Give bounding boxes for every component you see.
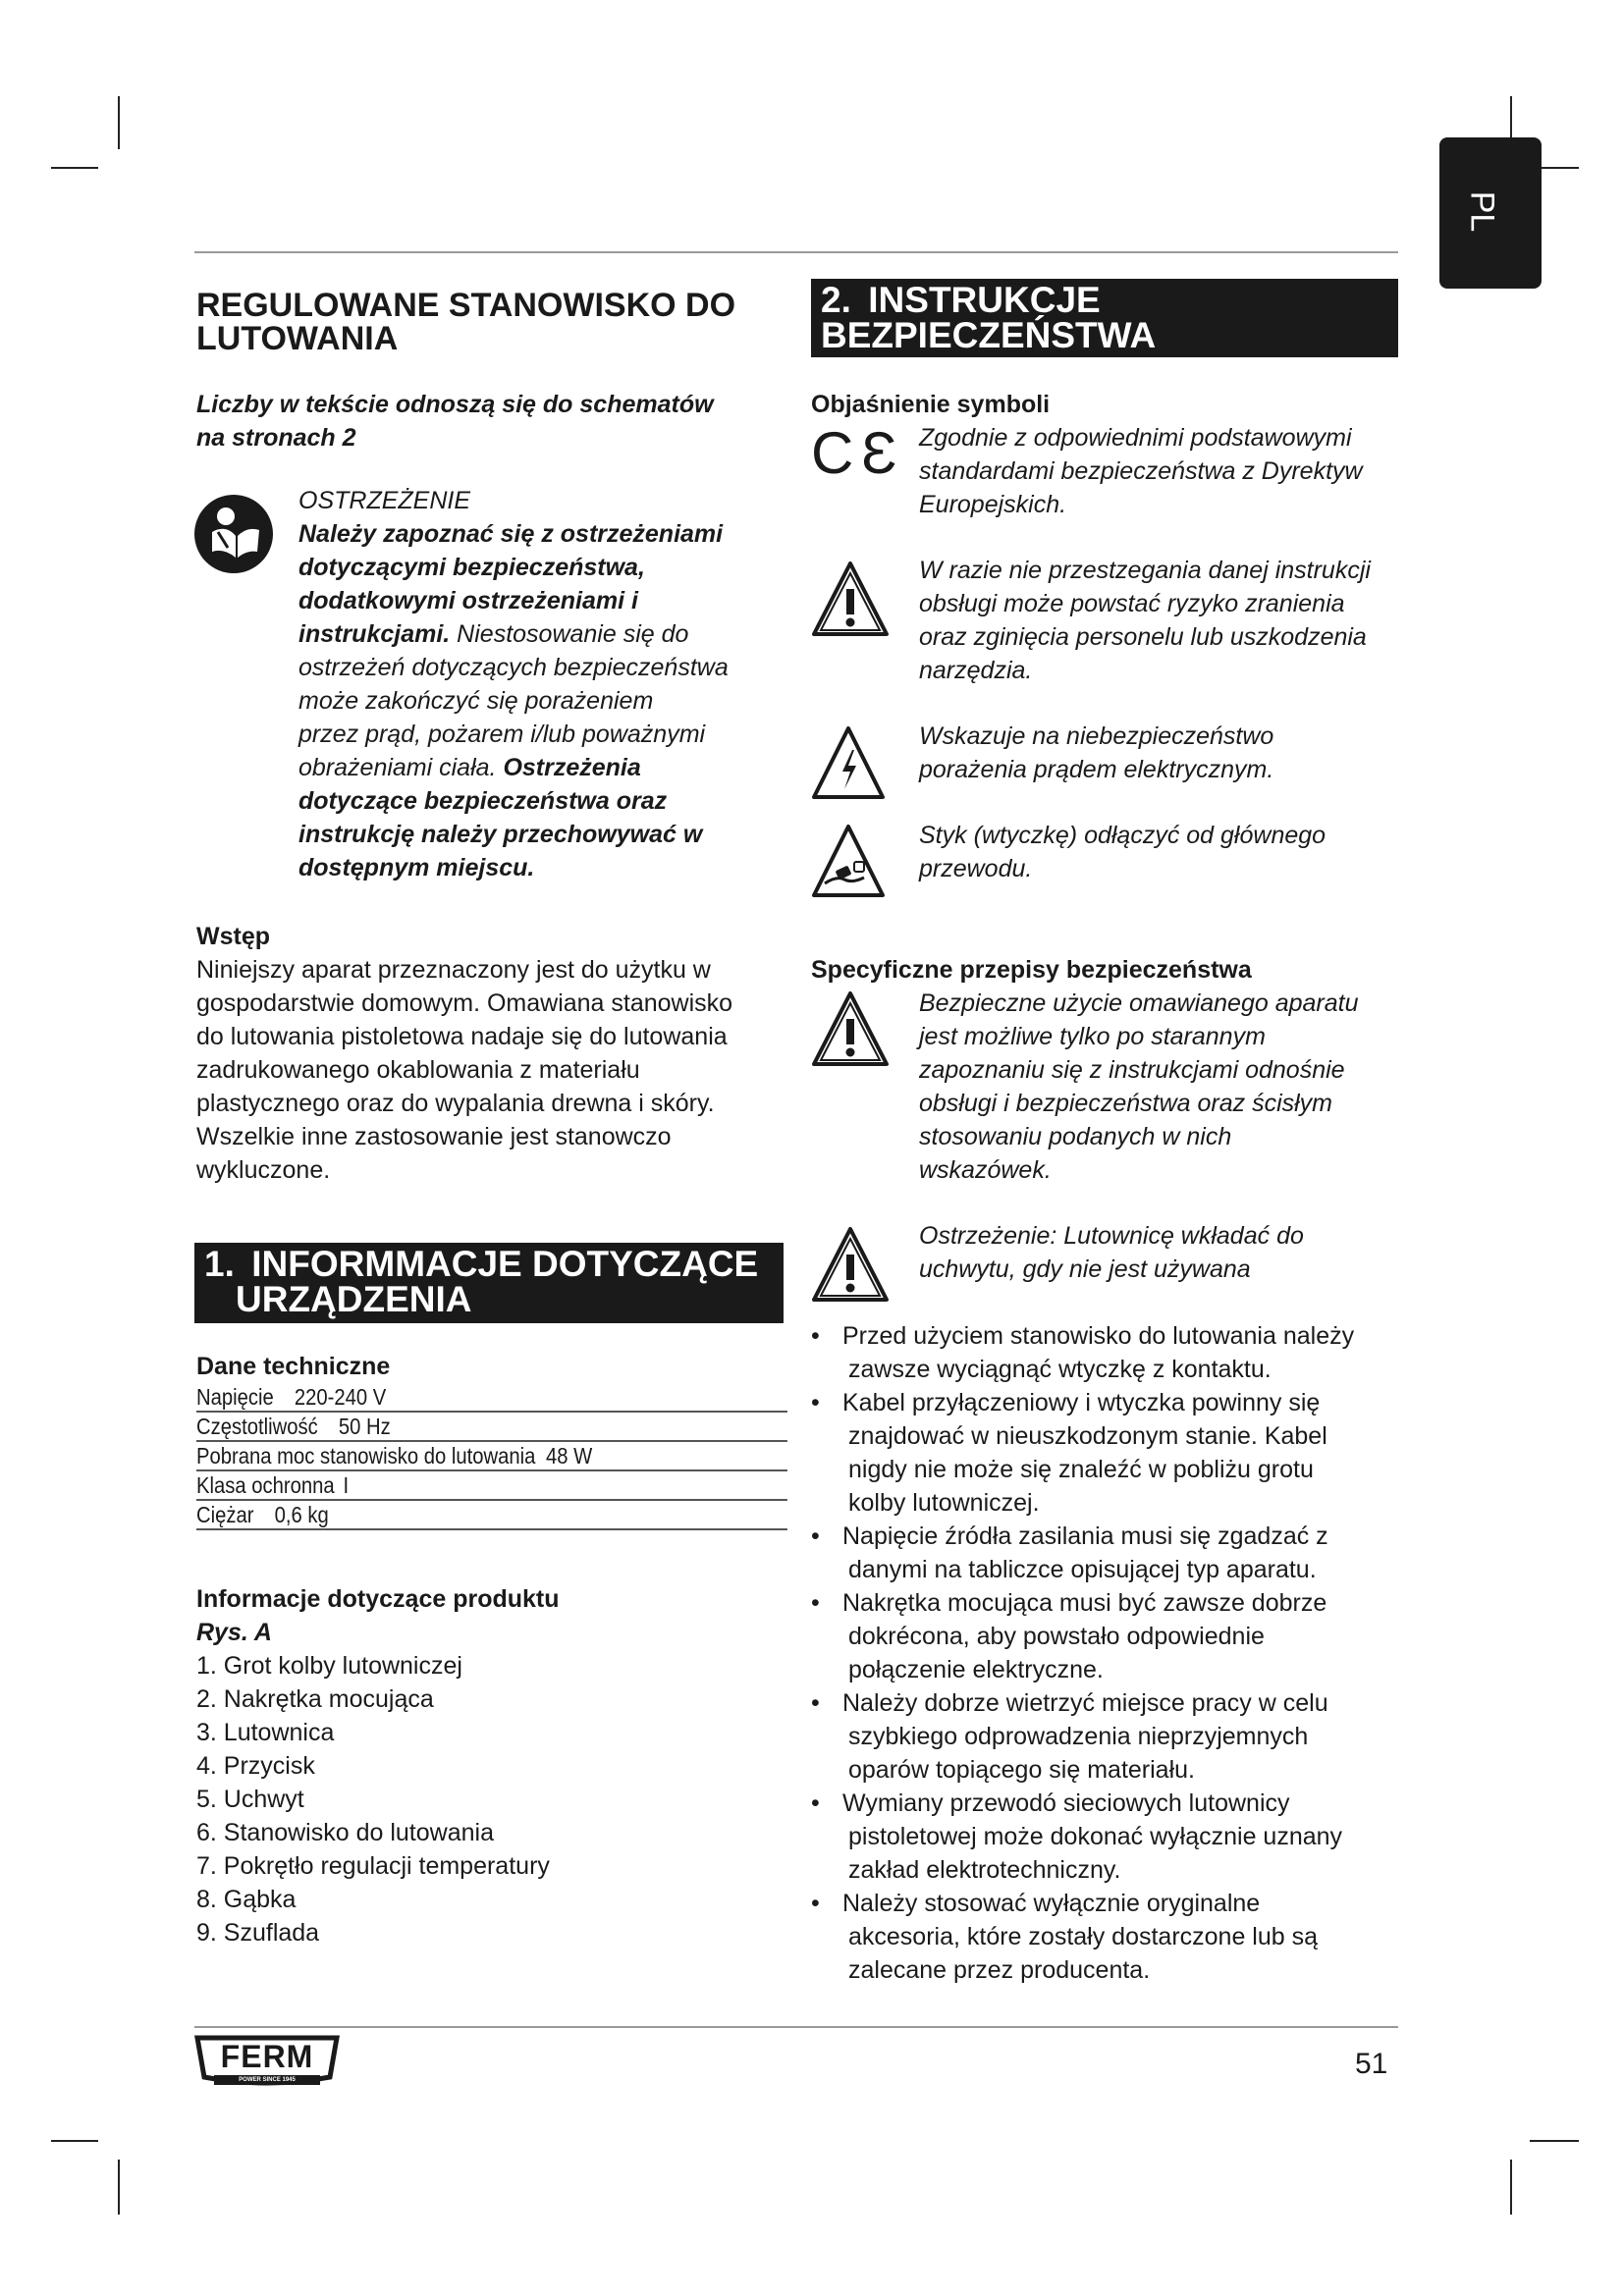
crop-mark — [51, 167, 98, 169]
warning-triangle-icon — [811, 989, 890, 1068]
top-rule — [194, 251, 1398, 253]
section-heading: Objaśnienie symboli — [811, 391, 1051, 418]
warning-line: Należy zapoznać się z ostrzeżeniami — [298, 520, 724, 548]
read-manual-icon — [192, 493, 275, 575]
title-line: REGULOWANE STANOWISKO DO — [196, 287, 736, 324]
page-number: 51 — [1355, 2048, 1388, 2080]
ferm-logo — [194, 2034, 340, 2091]
crop-mark — [118, 2160, 120, 2215]
safety-bullets — [805, 1319, 1414, 1987]
crop-mark — [1510, 2160, 1512, 2215]
warning-line: obrażeniami ciała. Ostrzeżenia — [298, 754, 641, 781]
language-tab — [1439, 137, 1542, 289]
spec-row: Ciężar 0,6 kg — [196, 1501, 787, 1530]
parts-list — [196, 1649, 785, 1949]
intro-note — [196, 388, 805, 454]
section-heading: Informacje dotyczące produktu — [196, 1585, 560, 1613]
warning-line: przez prąd, pożarem i/lub poważnymi — [298, 721, 706, 748]
warning-line: ostrzeżeń dotyczących bezpieczeństwa — [298, 654, 729, 681]
symbol-description: Wskazuje na niebezpieczeństwo porażenia prądem elektrycznym. — [919, 722, 1274, 783]
product-info — [196, 1582, 785, 1949]
intro-line: na stronach 2 — [196, 424, 356, 452]
body-line: Niniejszy aparat przeznaczony jest do użytku w — [196, 956, 711, 984]
section-heading: Specyficzne przepisy bezpieczeństwa — [811, 956, 1252, 984]
intro-line: Liczby w tekście odnoszą się do schematów — [196, 391, 714, 418]
title-line: LUTOWANIA — [196, 320, 399, 357]
body-line: Wszelkie inne zastosowanie jest stanowczo — [196, 1123, 672, 1150]
list-item: 9. Szuflada — [196, 1919, 320, 1947]
warning-line: dostępnym miejscu. — [298, 854, 535, 881]
unplug-icon — [811, 823, 886, 899]
list-item: 4. Przycisk — [196, 1752, 315, 1780]
body-line: do lutowania pistoletowa nadaje się do lutowania — [196, 1023, 728, 1050]
list-item: • Napięcie źródła zasilania musi się zgadzać z danymi na tabliczce opisującej typ aparatu. — [805, 1520, 1414, 1586]
warning-line: instrukcjami. Niestosowanie się do — [298, 620, 689, 648]
intro-section — [196, 920, 805, 1187]
section-1-banner: 1. INFORMMACJE DOTYCZĄCE URZĄDZENIA — [194, 1243, 784, 1323]
list-item: • Przed użyciem stanowisko do lutowania należy zawsze wyciągnąć wtyczkę z kontaktu. — [805, 1319, 1414, 1386]
technical-data — [196, 1350, 785, 1530]
warning-line: dotyczącymi bezpieczeństwa, — [298, 554, 645, 581]
warning-block — [298, 484, 809, 884]
holder-warning: Ostrzeżenie: Lutownicę wkładać do uchwytu, gdy nie jest używana — [919, 1222, 1304, 1283]
body-line: gospodarstwie domowym. Omawiana stanowisko — [196, 989, 733, 1017]
spec-row: Napięcie 220-240 V — [196, 1383, 787, 1413]
list-item: • Wymiany przewodó sieciowych lutownicy pistoletowej może dokonać wyłącznie uznany zakład elektrotechniczny. — [805, 1787, 1414, 1887]
list-item: 8. Gąbka — [196, 1886, 297, 1913]
spec-row: Pobrana moc stanowisko do lutowania 48 W — [196, 1442, 787, 1471]
list-item: • Nakrętka mocująca musi być zawsze dobrze dokrécona, aby powstało odpowiednie połączenie elektryczne. — [805, 1586, 1414, 1686]
section-heading: Wstęp — [196, 923, 270, 950]
document-title — [196, 289, 805, 355]
list-item: • Należy stosować wyłącznie oryginalne akcesoria, które zostały dostarczone lub są zalecane przez producenta. — [805, 1887, 1414, 1987]
section-2-banner: 2. INSTRUKCJE BEZPIECZEŃSTWA — [811, 279, 1398, 357]
list-item: 6. Stanowisko do lutowania — [196, 1819, 494, 1846]
warning-triangle-icon — [811, 560, 890, 638]
warning-heading: OSTRZEŻENIE — [298, 487, 471, 514]
section-heading: Dane techniczne — [196, 1353, 391, 1380]
figure-reference: Rys. A — [196, 1619, 272, 1646]
list-item: 7. Pokrętło regulacji temperatury — [196, 1852, 550, 1880]
list-item: 5. Uchwyt — [196, 1786, 304, 1813]
list-item: • Kabel przyłączeniowy i wtyczka powinny się znajdować w nieuszkodzonym stanie. Kabel nigdy nie może się znaleźć w pobliżu grotu kolby lutowniczej. — [805, 1386, 1414, 1520]
warning-triangle-icon — [811, 1225, 890, 1304]
body-line: zadrukowanego okablowania z materiału — [196, 1056, 640, 1084]
language-tab-label: PL — [1463, 190, 1501, 233]
crop-mark — [51, 2140, 98, 2142]
symbol-description: Zgodnie z odpowiednimi podstawowymi standardami bezpieczeństwa z Dyrektyw Europejskich. — [919, 424, 1363, 518]
crop-mark — [1530, 2140, 1579, 2142]
bottom-rule — [194, 2026, 1398, 2028]
spec-row: Częstotliwość 50 Hz — [196, 1413, 787, 1442]
warning-line: dodatkowymi ostrzeżeniami i — [298, 587, 638, 614]
specific-warning: Bezpieczne użycie omawianego aparatu jest możliwe tylko po starannym zapoznaniu się z instrukcjami odnośnie obsługi i bezpieczeństwa oraz ścisłym stosowaniu podanych w nich wskazówek. — [919, 989, 1359, 1184]
crop-mark — [118, 96, 120, 149]
warning-line: dotyczące bezpieczeństwa oraz — [298, 787, 668, 815]
list-item: 1. Grot kolby lutowniczej — [196, 1652, 462, 1680]
spec-row: Klasa ochronna I — [196, 1471, 787, 1501]
ce-mark-icon: C Ɛ — [811, 420, 895, 486]
symbol-description: Styk (wtyczkę) odłączyć od głównego przewodu. — [919, 822, 1326, 882]
warning-line: może zakończyć się porażeniem — [298, 687, 654, 715]
electric-shock-icon — [811, 724, 886, 801]
symbol-description: W razie nie przestzegania danej instrukcji obsługi może powstać ryzyko zranienia oraz zginięcia personelu lub uszkodzenia narzędzia. — [919, 557, 1371, 684]
list-item: 3. Lutownica — [196, 1719, 335, 1746]
logo-tagline: POWER SINCE 1945 — [239, 2077, 296, 2083]
logo-text: FERM — [220, 2039, 314, 2074]
list-item: 2. Nakrętka mocująca — [196, 1685, 434, 1713]
list-item: • Należy dobrze wietrzyć miejsce pracy w celu szybkiego odprowadzenia nieprzyjemnych oparów topiącego się materiału. — [805, 1686, 1414, 1787]
body-line: plastycznego oraz do wypalania drewna i skóry. — [196, 1090, 715, 1117]
body-line: wykluczone. — [196, 1156, 331, 1184]
warning-line: instrukcję należy przechowywać w — [298, 821, 703, 848]
